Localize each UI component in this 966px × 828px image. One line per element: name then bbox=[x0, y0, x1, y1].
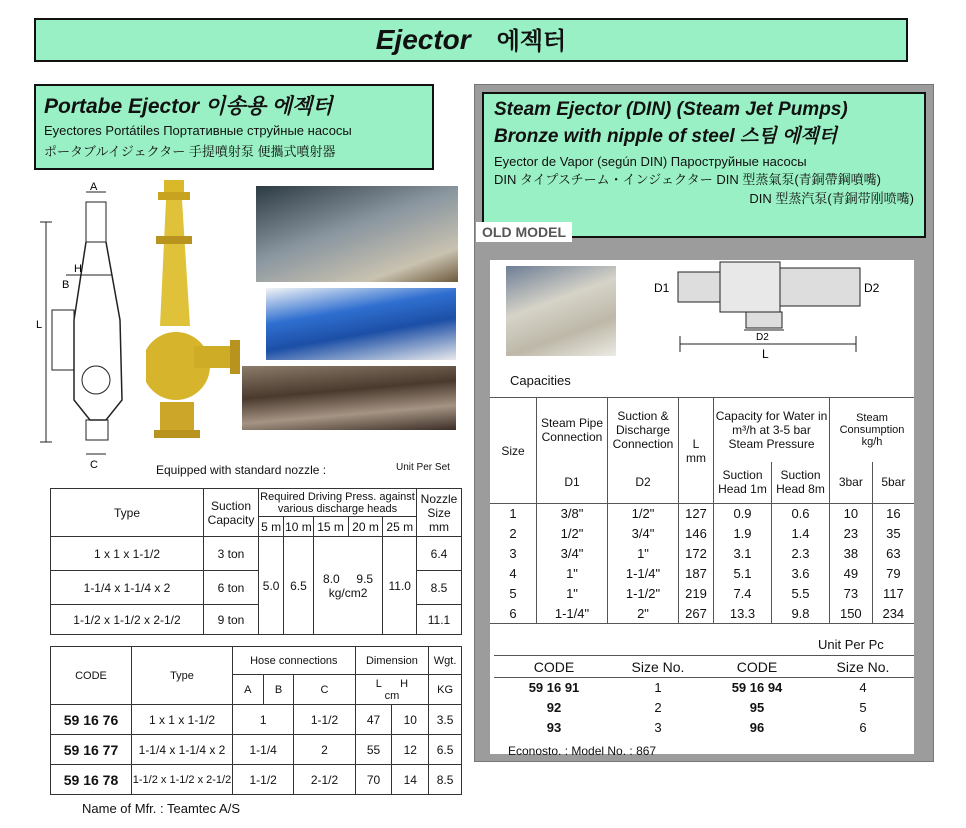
unit-per-set-note: Unit Per Set bbox=[396, 462, 450, 473]
ab-cell: 1 bbox=[233, 705, 294, 735]
head-25m: 25 m bbox=[383, 517, 417, 537]
h-cell: 14 bbox=[392, 765, 429, 795]
col-steam-pipe: Steam Pipe Connection bbox=[537, 398, 608, 462]
col-suction-discharge: Suction & Discharge Connection bbox=[608, 398, 679, 462]
col-c: C bbox=[294, 675, 355, 705]
table-cell: 23 bbox=[830, 524, 873, 544]
col-size-no-1: Size No. bbox=[631, 658, 685, 675]
press-5m bbox=[259, 537, 284, 635]
dim-b-label: B bbox=[62, 279, 70, 291]
press-value: 8.0 bbox=[323, 571, 340, 586]
table-row bbox=[490, 504, 914, 524]
table-cell: 5 bbox=[509, 586, 517, 601]
ejector-photo-2 bbox=[266, 288, 456, 360]
table-row bbox=[494, 698, 914, 718]
table-cell: 49 bbox=[830, 564, 873, 584]
table-row-type: 1 x 1 x 1-1/2 bbox=[51, 537, 204, 571]
table-cell: 93 bbox=[546, 720, 562, 735]
table-cell: 59 16 91 bbox=[528, 680, 580, 696]
table-cell: 4 bbox=[859, 680, 867, 696]
table-row-cap: 6 ton bbox=[204, 571, 259, 605]
table-cell: 10 bbox=[830, 504, 873, 524]
head-5m: 5 m bbox=[259, 517, 284, 537]
table-cell: 38 bbox=[830, 544, 873, 564]
equipped-note: Equipped with standard nozzle : bbox=[156, 463, 327, 477]
table-cell: 187 bbox=[679, 564, 714, 584]
h-cell: 12 bbox=[392, 735, 429, 765]
table-cell: 3 bbox=[509, 546, 517, 561]
banner-title: Ejector bbox=[375, 24, 471, 55]
kg-cell: 6.5 bbox=[429, 735, 462, 765]
table-cell: 1-1/4" bbox=[608, 564, 679, 584]
yellow-ejector-photo bbox=[146, 176, 250, 452]
table-cell: 16 bbox=[872, 504, 914, 524]
press-10m bbox=[284, 537, 313, 635]
table-cell: 172 bbox=[679, 544, 714, 564]
ab-cell: 1-1/2 bbox=[233, 765, 294, 795]
press-value: 11.0 bbox=[388, 578, 411, 593]
portable-ejector-translations-asian: ポータブルイジェクター 手提噴射泵 便攜式噴射器 bbox=[44, 144, 336, 159]
type-cell: 1-1/4 x 1-1/4 x 2 bbox=[132, 735, 233, 765]
head-20m: 20 m bbox=[348, 517, 383, 537]
table-cell: 7.4 bbox=[714, 584, 772, 604]
table-cell: 3/4" bbox=[608, 524, 679, 544]
l-cell: 55 bbox=[355, 735, 392, 765]
steam-ejector-title: Steam Ejector (DIN) (Steam Jet Pumps) bbox=[494, 99, 848, 120]
table-row bbox=[490, 564, 914, 584]
col-mm-text: mm bbox=[686, 450, 706, 465]
l-cell: 70 bbox=[355, 765, 392, 795]
col-cm: cm bbox=[384, 689, 400, 702]
steam-ejector-translation-2: DIN タイプスチーム・インジェクター DIN 型蒸氣泵(青銅帶鋼噴嘴) bbox=[494, 172, 881, 187]
head-15m: 15 m bbox=[313, 517, 348, 537]
col-l-text: L bbox=[692, 436, 700, 451]
table-row-nozzle: 8.5 bbox=[417, 571, 462, 605]
col-d1: D1 bbox=[537, 462, 608, 504]
portable-ejector-header bbox=[34, 84, 434, 170]
col-3bar: 3bar bbox=[830, 462, 873, 504]
driving-pressure-table bbox=[50, 488, 462, 635]
table-cell: 4 bbox=[509, 566, 517, 581]
table-row-type: 1-1/4 x 1-1/4 x 2 bbox=[51, 571, 204, 605]
table-cell: 5.5 bbox=[772, 584, 830, 604]
unit-per-pc-note: Unit Per Pc bbox=[818, 637, 884, 652]
steam-ejector-diagram bbox=[650, 258, 884, 360]
steam-ejector-header bbox=[482, 92, 926, 238]
ejector-photo-3 bbox=[242, 366, 456, 430]
portable-ejector-drawing bbox=[34, 180, 146, 470]
table-cell: 13.3 bbox=[714, 604, 772, 624]
table-cell: 3 bbox=[654, 720, 662, 735]
c-cell: 1-1/2 bbox=[294, 705, 355, 735]
col-suction-head-1m: Suction Head 1m bbox=[714, 462, 772, 504]
banner-title-korean: 에젝터 bbox=[496, 28, 567, 55]
table-cell: 3.6 bbox=[772, 564, 830, 584]
table-cell: 3/4" bbox=[537, 544, 608, 564]
kg-cell: 8.5 bbox=[429, 765, 462, 795]
table-cell: 1" bbox=[608, 544, 679, 564]
h-cell: 10 bbox=[392, 705, 429, 735]
table-cell: 1-1/2" bbox=[608, 584, 679, 604]
col-a: A bbox=[233, 675, 264, 705]
table-row-nozzle: 11.1 bbox=[417, 605, 462, 635]
table-row-type: 1-1/2 x 1-1/2 x 2-1/2 bbox=[51, 605, 204, 635]
table-cell: 3.1 bbox=[714, 544, 772, 564]
ab-cell: 1-1/4 bbox=[233, 735, 294, 765]
col-kg: KG bbox=[429, 675, 462, 705]
code-cell: 59 16 76 bbox=[51, 705, 132, 735]
table-cell: 1/2" bbox=[608, 504, 679, 524]
table-row bbox=[490, 544, 914, 564]
code-cell: 59 16 78 bbox=[51, 765, 132, 795]
table-cell: 5.1 bbox=[714, 564, 772, 584]
page-banner bbox=[34, 18, 908, 62]
table-cell: 0.6 bbox=[772, 504, 830, 524]
c-cell: 2-1/2 bbox=[294, 765, 355, 795]
table-cell: 73 bbox=[830, 584, 873, 604]
table-row bbox=[494, 678, 914, 698]
manufacturer-note: Name of Mfr. : Teamtec A/S bbox=[82, 801, 240, 816]
old-model-label: OLD MODEL bbox=[476, 222, 572, 242]
col-weight: Wgt. bbox=[429, 647, 462, 675]
d1-label: D1 bbox=[654, 281, 670, 295]
steam-ejector-capacity-table bbox=[490, 397, 914, 624]
table-row-nozzle: 6.4 bbox=[417, 537, 462, 571]
d2-label: D2 bbox=[864, 281, 880, 295]
dim-c-label: C bbox=[90, 459, 98, 470]
dim-h-label: H bbox=[74, 263, 82, 275]
code-cell: 59 16 77 bbox=[51, 735, 132, 765]
table-cell: 267 bbox=[679, 604, 714, 624]
type-cell: 1 x 1 x 1-1/2 bbox=[132, 705, 233, 735]
c-cell: 2 bbox=[294, 735, 355, 765]
table-cell: 63 bbox=[872, 544, 914, 564]
table-cell: 127 bbox=[679, 504, 714, 524]
portable-ejector-title: Portabe Ejector 이송용 에젝터 bbox=[44, 95, 333, 118]
table-row bbox=[490, 604, 914, 624]
l-cell: 47 bbox=[355, 705, 392, 735]
table-cell: 1 bbox=[654, 680, 662, 696]
col-l bbox=[679, 398, 714, 504]
col-dimension: Dimension bbox=[355, 647, 428, 675]
press-value: 6.5 bbox=[290, 578, 307, 593]
col-code: CODE bbox=[51, 647, 132, 705]
portable-code-table bbox=[50, 646, 462, 795]
table-cell: 150 bbox=[830, 604, 873, 624]
table-cell: 1 bbox=[509, 506, 517, 522]
table-cell: 234 bbox=[872, 604, 914, 624]
press-15-20m bbox=[313, 537, 383, 635]
col-steam-consumption: Steam Consumption kg/h bbox=[830, 398, 915, 462]
col-suction-head-8m: Suction Head 8m bbox=[772, 462, 830, 504]
col-hose: Hose connections bbox=[233, 647, 356, 675]
table-cell: 2 bbox=[509, 526, 517, 541]
d2-lower-label: D2 bbox=[756, 332, 769, 343]
l-label: L bbox=[762, 347, 769, 360]
col-driving-press: Required Driving Press. against various discharge heads bbox=[260, 490, 415, 515]
ejector-photo-1 bbox=[256, 186, 458, 282]
dim-a-label: A bbox=[90, 181, 98, 193]
steam-ejector-translation-1: Eyector de Vapor (según DIN) Пароструйные насосы bbox=[494, 154, 807, 169]
press-unit: kg/cm2 bbox=[328, 585, 368, 600]
table-cell: 0.9 bbox=[714, 504, 772, 524]
table-cell: 1" bbox=[537, 584, 608, 604]
col-water-capacity: Capacity for Water in m³/h at 3-5 bar Steam Pressure bbox=[714, 398, 830, 462]
portable-ejector-translations: Eyectores Portátiles Портативные струйные насосы bbox=[44, 123, 352, 138]
col-code-1: CODE bbox=[533, 658, 575, 675]
table-cell: 219 bbox=[679, 584, 714, 604]
col-nozzle: Nozzle Size mm bbox=[417, 489, 462, 537]
steam-ejector-photo bbox=[506, 266, 616, 356]
table-row bbox=[494, 718, 914, 738]
table-cell: 6 bbox=[509, 605, 517, 621]
table-cell: 92 bbox=[546, 700, 562, 715]
table-cell: 9.8 bbox=[772, 604, 830, 624]
head-10m: 10 m bbox=[284, 517, 313, 537]
table-cell: 1.4 bbox=[772, 524, 830, 544]
table-row bbox=[490, 524, 914, 544]
col-5bar: 5bar bbox=[872, 462, 914, 504]
col-b: B bbox=[263, 675, 294, 705]
col-code-2: CODE bbox=[736, 658, 778, 675]
steam-ejector-translation-3: DIN 型蒸汽泵(青銅带刚喷嘴) bbox=[749, 191, 914, 206]
table-cell: 96 bbox=[749, 720, 765, 735]
table-cell: 3/8" bbox=[537, 504, 608, 524]
table-cell: 6 bbox=[859, 720, 867, 735]
col-type: Type bbox=[51, 489, 204, 537]
table-row-cap: 3 ton bbox=[204, 537, 259, 571]
col-size-no-2: Size No. bbox=[836, 658, 890, 675]
type-cell: 1-1/2 x 1-1/2 x 2-1/2 bbox=[132, 765, 233, 795]
press-value: 9.5 bbox=[356, 571, 374, 586]
table-cell: 2" bbox=[608, 604, 679, 624]
col-suction-capacity: Suction Capacity bbox=[204, 489, 259, 537]
col-d2: D2 bbox=[608, 462, 679, 504]
table-cell: 95 bbox=[749, 700, 765, 715]
table-cell: 2 bbox=[654, 700, 662, 715]
table-cell: 5 bbox=[859, 700, 867, 715]
table-cell: 79 bbox=[872, 564, 914, 584]
table-cell: 1-1/4" bbox=[537, 604, 608, 624]
table-row-cap: 9 ton bbox=[204, 605, 259, 635]
table-cell: 146 bbox=[679, 524, 714, 544]
table-cell: 2.3 bbox=[772, 544, 830, 564]
table-cell: 117 bbox=[872, 584, 914, 604]
col-size: Size bbox=[501, 443, 525, 458]
col-l: L bbox=[375, 677, 382, 690]
col-type: Type bbox=[132, 647, 233, 705]
steam-ejector-subtitle: Bronze with nipple of steel 스팀 에젝터 bbox=[494, 126, 838, 147]
table-cell: 1" bbox=[537, 564, 608, 584]
table-cell: 1/2" bbox=[537, 524, 608, 544]
table-cell: 35 bbox=[872, 524, 914, 544]
dim-l-label: L bbox=[36, 319, 43, 331]
capacities-label: Capacities bbox=[510, 373, 571, 388]
col-h: H bbox=[400, 677, 409, 690]
table-row bbox=[490, 584, 914, 604]
col-l-h bbox=[355, 675, 428, 705]
table-cell: 1.9 bbox=[714, 524, 772, 544]
table-cell: 59 16 94 bbox=[731, 680, 783, 696]
steam-ejector-code-table bbox=[494, 655, 914, 738]
press-value: 5.0 bbox=[262, 578, 280, 593]
press-25m bbox=[383, 537, 417, 635]
kg-cell: 3.5 bbox=[429, 705, 462, 735]
econosto-note: Econosto. : Model No. : 867 bbox=[508, 744, 657, 758]
